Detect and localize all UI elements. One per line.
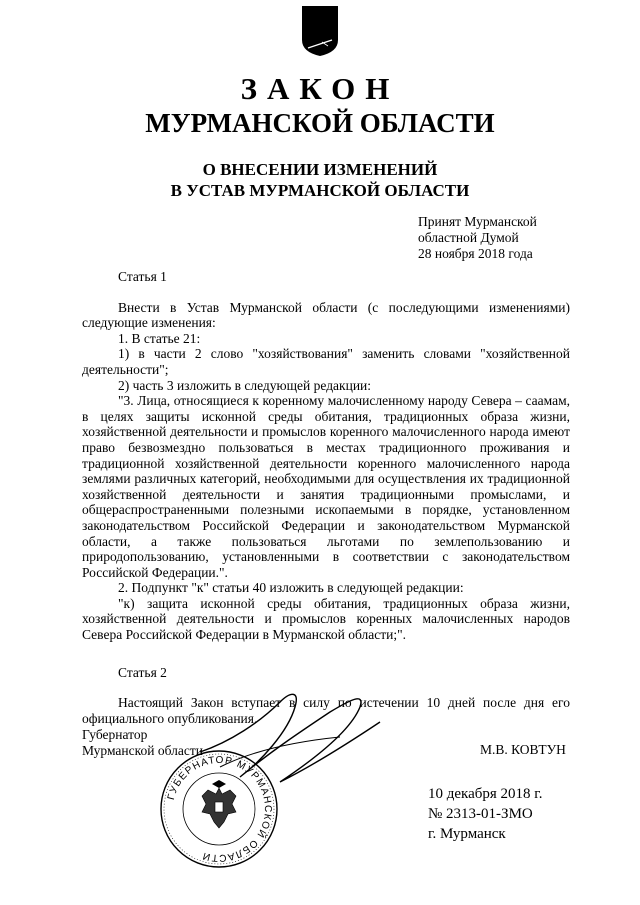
adoption-line2: областной Думой: [418, 230, 519, 245]
article1-item1-sub2: 2) часть 3 изложить в следующей редакции:: [118, 377, 372, 393]
signatory-name: М.В. КОВТУН: [480, 742, 566, 757]
adoption-note: [418, 214, 537, 262]
law-body: [82, 269, 570, 726]
article2-text: Настоящий Закон вступает в силу по истечении 10 дней после дня его официального опубликования.: [82, 695, 570, 726]
article1-heading: Статья 1: [118, 269, 167, 284]
article1-item2: 2. Подпункт "к" статьи 40 изложить в следующей редакции:: [118, 580, 464, 596]
article1-quote-part3: "3. Лица, относящиеся к коренному малочисленному народу Севера – саамам, в целях защиты исконной среды обитания, традиционных образа жизни, хозяйственной деятельности и промыслов коренного малочисленного народа имеют право безвозмездно пользоваться в местах традиционного проживания и традиционной хозяйственной деятельности коренного малочисленного народа землями различных категорий, необходимыми для осуществления их традиционной хозяйственной деятельности и занятия традиционными промыслами, и общераспространенными полезными ископаемыми в порядке, установленном законодательством Российской Федерации и законодательством Мурманской области, а также пользоваться льготами по землепользованию и природопользованию, установленными в соответствии с законодательством Российской Федерации.".: [82, 393, 570, 580]
coat-of-arms-icon: [300, 4, 340, 58]
adoption-date: 28 ноября 2018 года: [418, 246, 533, 261]
article2-heading: Статья 2: [118, 664, 167, 680]
document-region: МУРМАНСКОЙ ОБЛАСТИ: [145, 108, 495, 138]
signatory-region: Мурманской области: [82, 743, 203, 758]
double-headed-eagle-icon: [202, 780, 236, 828]
article1-item1: 1. В статье 21:: [118, 330, 201, 346]
signing-date: 10 декабря 2018 г.: [428, 786, 543, 802]
article1-item1-sub1: 1) в части 2 слово "хозяйствования" заменить словами "хозяйственной деятельности";: [82, 346, 570, 377]
signatory-title: Губернатор: [82, 727, 148, 742]
adoption-line1: Принят Мурманской: [418, 214, 537, 229]
law-subject-line2: В УСТАВ МУРМАНСКОЙ ОБЛАСТИ: [170, 181, 470, 200]
registration-stamp: [428, 784, 543, 844]
law-number: № 2313-01-ЗМО: [428, 806, 533, 822]
law-subject-line1: О ВНЕСЕНИИ ИЗМЕНЕНИЙ: [202, 160, 438, 179]
official-seal: [158, 748, 280, 870]
seal-text: ГУБЕРНАТОР МУРМАНСКОЙ ОБЛАСТИ: [165, 754, 274, 864]
signing-city: г. Мурманск: [428, 826, 506, 842]
article1-quote-k: "к) защита исконной среды обитания, традиционных образа жизни, хозяйственной деятельности и промыслов коренных малочисленных народов Севера Российской Федерации в Мурманской области;".: [82, 595, 570, 643]
document-title: ЗАКОН: [240, 71, 400, 106]
article1-intro: Внести в Устав Мурманской области (с последующими изменениями) следующие изменения:: [82, 299, 570, 331]
